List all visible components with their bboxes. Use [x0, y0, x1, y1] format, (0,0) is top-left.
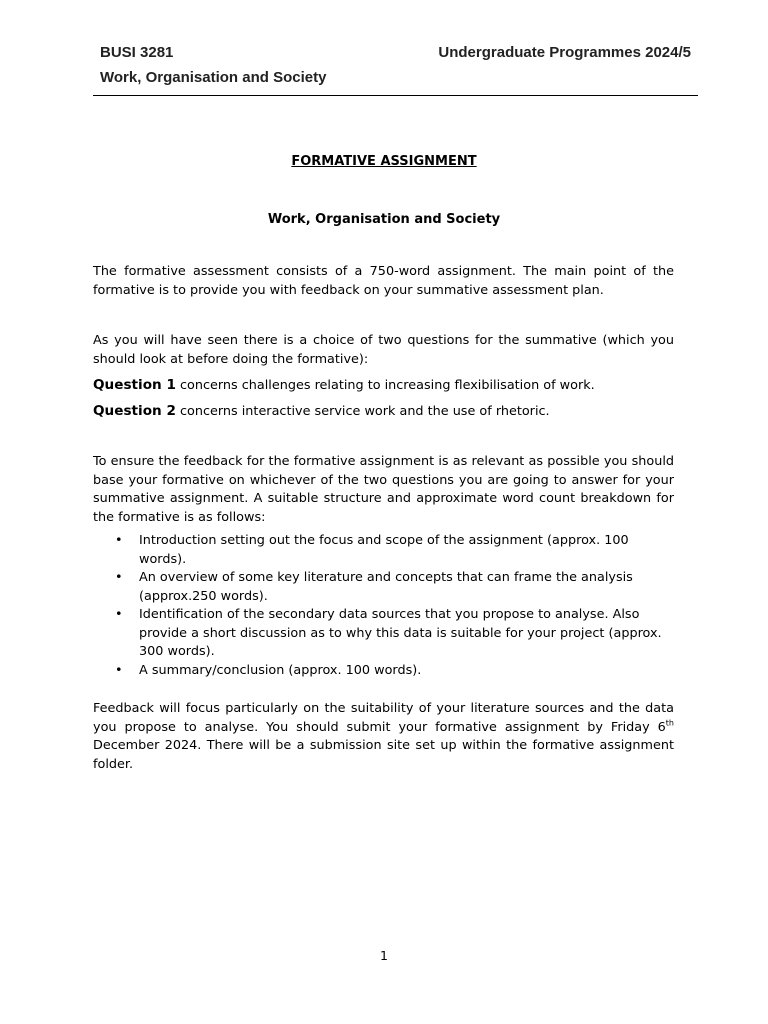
question-1-text: concerns challenges relating to increasing flexibilisation of work.: [175, 378, 595, 393]
feedback-paragraph: [93, 700, 674, 774]
list-item: [93, 569, 674, 606]
list-item-text: Identification of the secondary data sources that you propose to analyse. Also provide a short discussion as to why this data is suitable for your project (approx. 300 words).: [139, 607, 662, 659]
course-code: BUSI 3281: [100, 44, 174, 61]
bullet-icon: •: [115, 533, 123, 548]
list-item: [93, 606, 674, 662]
bullet-icon: •: [115, 607, 123, 622]
list-item-text: An overview of some key literature and concepts that can frame the analysis (approx.250 words).: [139, 570, 633, 604]
programme-label: Undergraduate Programmes 2024/5: [438, 44, 691, 61]
choice-paragraph: As you will have seen there is a choice of two questions for the summative (which you should look at before doing the formative):: [93, 333, 674, 367]
list-item: [93, 532, 674, 569]
bullet-icon: •: [115, 570, 123, 585]
structure-list: [93, 532, 674, 680]
question-1-line: [93, 376, 674, 396]
structure-paragraph: To ensure the feedback for the formative assignment is as relevant as possible you should base your formative on whichever of the two questions you are going to answer for your summative assignment. A suitable structure and approximate word count breakdown for the formative is as follows:: [93, 454, 674, 525]
bullet-icon: •: [115, 662, 123, 678]
question-2-label: Question 2: [93, 403, 176, 419]
intro-paragraph: The formative assessment consists of a 750-word assignment. The main point of the formative is to provide you with feedback on your summative assessment plan.: [93, 264, 674, 298]
document-title-text: FORMATIVE ASSIGNMENT: [291, 154, 477, 169]
page-header: [93, 42, 698, 96]
page-number: 1: [380, 948, 388, 963]
question-1-label: Question 1: [93, 377, 176, 393]
document-title: [0, 154, 768, 169]
question-2-line: [93, 402, 674, 422]
list-item: [93, 662, 674, 681]
feedback-text-part1: Feedback will focus particularly on the suitability of your literature sources and the data you propose to analyse. You should submit your formative assignment by Friday 6: [93, 701, 674, 735]
feedback-superscript: th: [665, 718, 674, 728]
feedback-text-part2: December 2024. There will be a submission site set up within the formative assignment folder.: [93, 738, 674, 772]
list-item-text: A summary/conclusion (approx. 100 words).: [139, 662, 422, 678]
course-title: Work, Organisation and Society: [100, 69, 327, 86]
document-subtitle: Work, Organisation and Society: [267, 212, 501, 227]
question-2-text: concerns interactive service work and the use of rhetoric.: [175, 404, 550, 419]
list-item-text: Introduction setting out the focus and scope of the assignment (approx. 100 words).: [139, 533, 629, 567]
